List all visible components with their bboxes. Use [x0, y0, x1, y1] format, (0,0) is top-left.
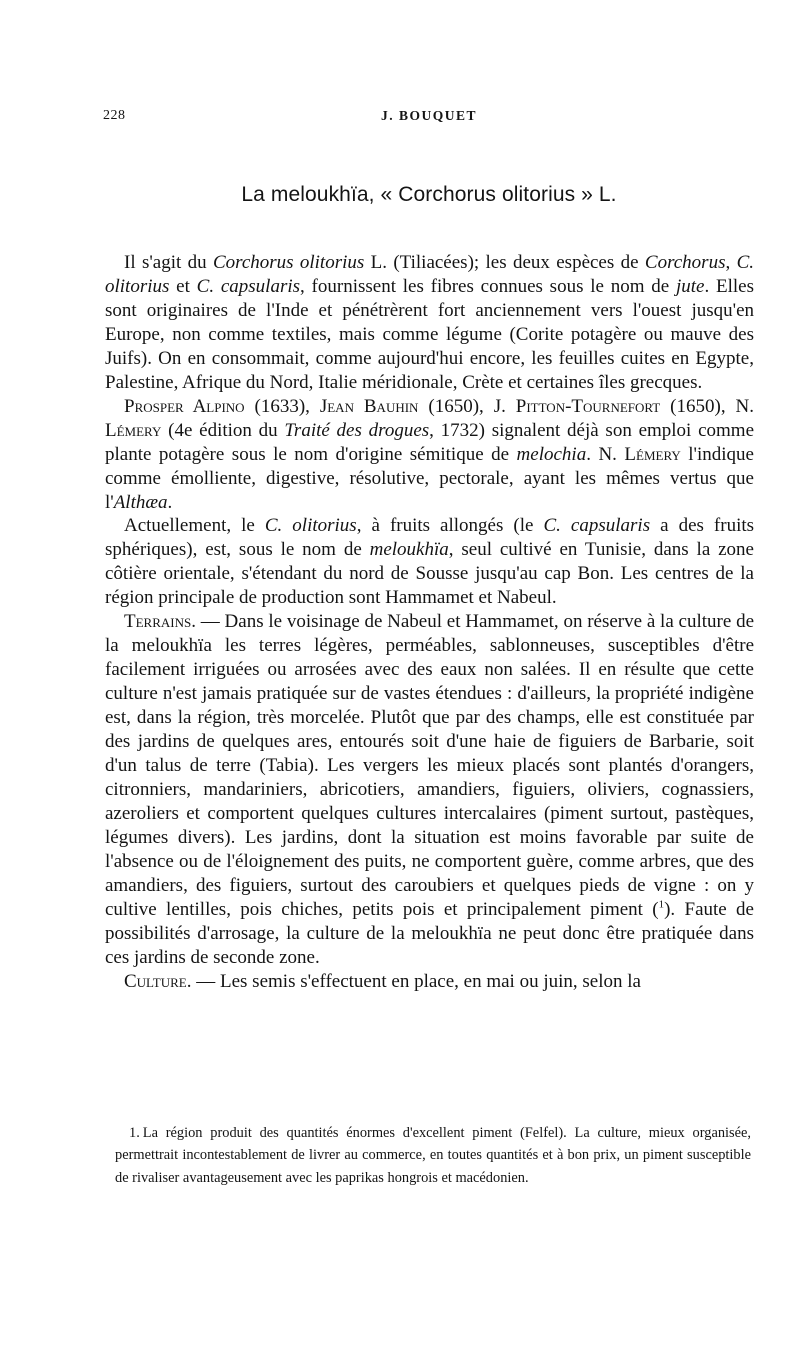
section-label-terrains: Terrains — [124, 611, 192, 633]
author-name: Lémery — [105, 419, 162, 441]
italic-run: jute — [675, 275, 705, 297]
text-run: . Elles sont originaires de l'Inde et pénétrèrent fort anciennement vers l'ouest jusqu'en Europe, non comme textiles, mais comme légume (Corite potagère ou mauve des Juifs). On en consommait, comme aujourd'hui encore, les feuilles cuites en Egypte, Palestine, Afrique du Nord, Italie méridionale, Crète et certaines îles grecques. — [105, 275, 754, 393]
italic-run: Althæa — [113, 491, 168, 513]
text-run: L. (Tiliacées); les deux espèces de — [364, 252, 645, 273]
paragraph-culture — [105, 970, 754, 994]
text-run: , — [725, 252, 737, 273]
text-run: et — [169, 275, 197, 297]
text-run: Actuellement, le — [124, 515, 265, 537]
text-run: , seul cultivé en Tunisie, dans la zone côtière orientale, s'étendant du nord de Sousse jusqu'au cap Bon. Les centres de la région principale de production sont Hammamet et Nabeul. — [105, 539, 754, 609]
italic-run: C. olitorius — [264, 515, 357, 537]
italic-run: melochia — [516, 443, 587, 465]
text-run: (1650), J. — [418, 395, 516, 417]
footnote — [115, 1122, 751, 1189]
paragraph-historical-sources — [105, 395, 754, 515]
author-name: Jean Bauhin — [319, 395, 419, 417]
running-header — [103, 108, 755, 130]
italic-run: C. capsularis — [543, 515, 651, 537]
italic-run: C. capsularis — [196, 275, 301, 297]
text-run: (1650), N. — [660, 395, 754, 417]
text-run: . — Dans le voisinage de Nabeul et Hammamet, on réserve à la culture de la meloukhïa les terres légères, perméables, sablonneuses, susceptibles d'être facilement irriguées ou arrosées avec des eaux non salées. Il en résulte que cette culture n'est jamais pratiquée sur de vastes étendues : d'ailleurs, la propriété indigène est, dans la région, très morcelée. Plutôt que par des champs, elle est constituée par des jardins de quelques ares, entourés soit d'une haie de figuiers de Barbarie, soit d'un talus de terre (Tabia). Les vergers les mieux placés sont plantés d'orangers, citronniers, mandariniers, abricotiers, amandiers, figuiers, oliviers, cognassiers, azeroliers et comportent quelques cultures intercalaires (piment surtout, pastèques, légumes divers). Les jardins, dont la situation est moins favorable par suite de l'absence ou de l'éloignement des puits, ne comportent guère, comme arbres, que des amandiers, des figuiers, surtout des caroubiers et quelques pieds de vigne : on y cultive lentilles, pois chiches, petits pois et principalement piment ( — [105, 611, 754, 920]
italic-run: Traité des drogues — [284, 419, 430, 441]
author-name: Prosper Alpino — [124, 395, 245, 417]
italic-run: Corchorus olitorius — [212, 252, 365, 273]
paragraph-introduction — [105, 251, 754, 395]
italic-run: Corchorus — [644, 252, 726, 273]
text-run: , 1732) signalent déjà son emploi comme plante potagère sous le nom d'origine sémitique de — [105, 419, 755, 465]
page-number: 228 — [103, 108, 126, 123]
section-title: La meloukhïa, « Corchorus olitorius » L. — [241, 183, 617, 206]
text-run: , à fruits allongés (le — [356, 515, 544, 537]
italic-run: C. olitorius — [105, 252, 755, 297]
text-run: . N. — [586, 443, 625, 465]
author-name: Lémery — [624, 443, 681, 465]
running-title: J. BOUQUET — [380, 108, 477, 123]
author-name: Pitton-Tournefort — [515, 395, 661, 417]
paragraph-terrains — [105, 610, 754, 969]
text-run: . — [167, 491, 173, 513]
section-label-culture: Culture — [124, 970, 187, 992]
paragraph-current-cultivation — [105, 514, 754, 610]
text-run: ). Faute de possibilités d'arrosage, la culture de la meloukhïa ne peut donc être pratiquée dans ces jardins de seconde zone. — [105, 898, 754, 968]
text-run: a des fruits sphériques), est, sous le nom de — [105, 515, 755, 561]
italic-run: meloukhïa — [369, 539, 449, 561]
text-run: (4e édition du — [161, 419, 285, 441]
text-run: . — Les semis s'effectuent en place, en mai ou juin, selon la — [186, 970, 641, 992]
text-run: (1633), — [244, 395, 320, 417]
footnote-number: 1. — [129, 1125, 140, 1141]
body-text — [105, 251, 754, 994]
footnote-text: La région produit des quantités énormes d'excellent piment (Felfel). La culture, mieux organisée, permettrait incontestablement de livrer au commerce, en toutes quantités et à bon prix, un piment susceptible de rivaliser avantageusement avec les paprikas hongrois et macédonien. — [115, 1125, 751, 1186]
text-run: l'indique comme émolliente, digestive, résolutive, pectorale, ayant les mêmes vertus que l' — [105, 443, 754, 513]
footnote-reference: 1 — [658, 898, 665, 911]
text-run: Il s'agit du — [124, 252, 213, 273]
text-run: , fournissent les fibres connues sous le nom de — [300, 275, 676, 297]
